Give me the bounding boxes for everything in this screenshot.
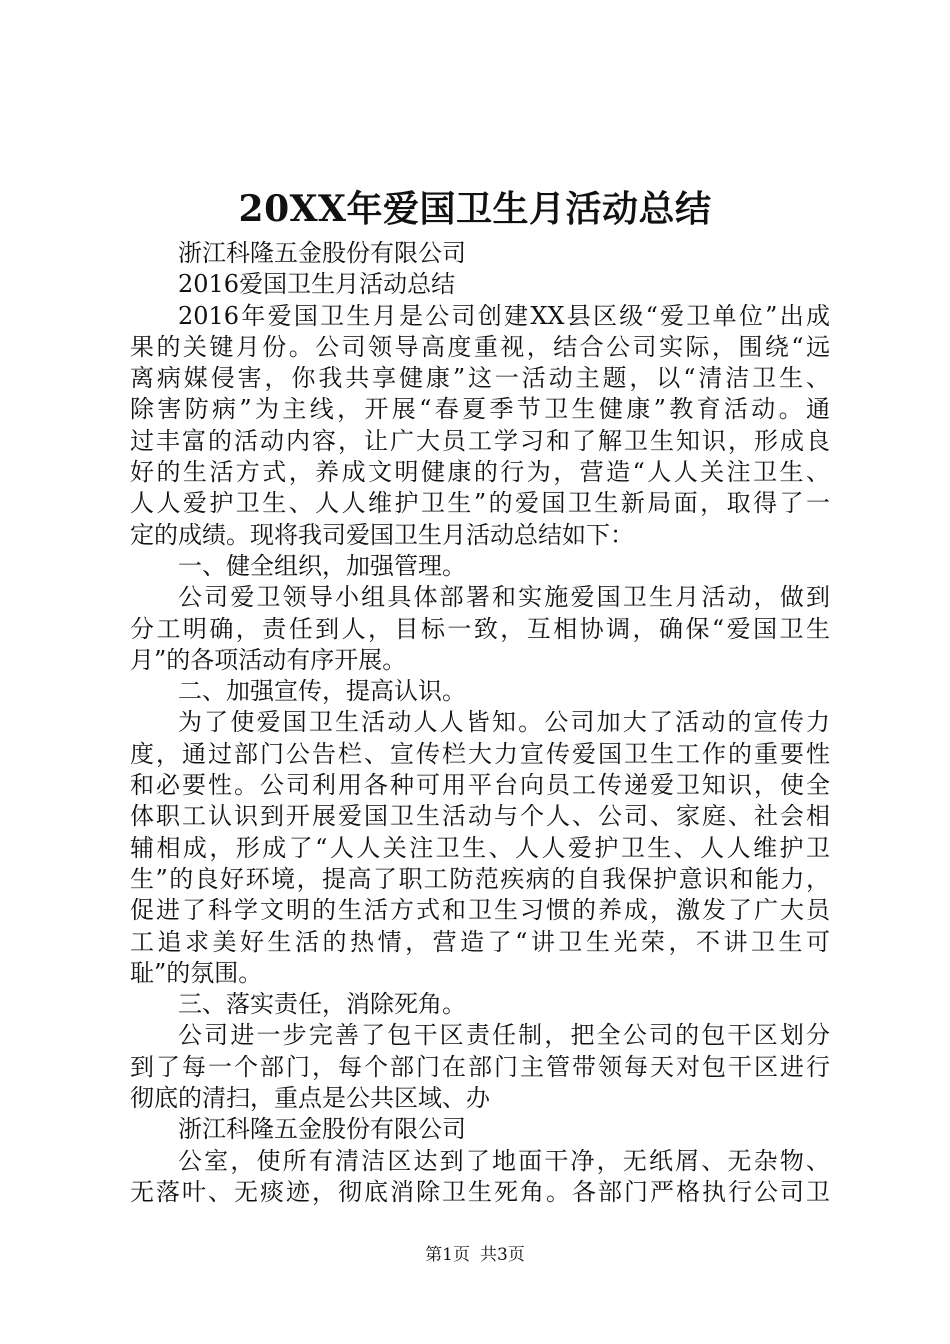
paragraph-line: 公室，使所有清洁区达到了地面干净，无纸屑、无杂物、 (178, 1146, 830, 1175)
paragraph-line: 体职工认识到开展爱国卫生活动与个人、公司、家庭、社会相 (130, 802, 830, 831)
paragraph-line: 离病媒侵害，你我共享健康”这一活动主题，以“清洁卫生、 (130, 364, 830, 393)
page-total: 共3页 (480, 1245, 525, 1265)
document-body (130, 238, 830, 1208)
paragraph-line: 度，通过部门公告栏、宣传栏大力宣传爱国卫生工作的重要性 (130, 739, 830, 768)
paragraph-line: 工追求美好生活的热情，营造了“讲卫生光荣，不讲卫生可 (130, 927, 830, 956)
paragraph-line: 过丰富的活动内容，让广大员工学习和了解卫生知识，形成良 (130, 426, 830, 455)
paragraph-line: 人人爱护卫生、人人维护卫生”的爱国卫生新局面，取得了一 (130, 489, 830, 518)
paragraph-line: 公司爱卫领导小组具体部署和实施爱国卫生月活动，做到 (178, 583, 830, 612)
paragraph-line: 为了使爱国卫生活动人人皆知。公司加大了活动的宣传力 (178, 708, 830, 737)
page-footer (0, 1244, 950, 1266)
paragraph-line: 月”的各项活动有序开展。 (130, 645, 407, 674)
company-name-line: 浙江科隆五金股份有限公司 (178, 239, 466, 267)
paragraph-line: 2016年爱国卫生月是公司创建XX县区级“爱卫单位”出成 (178, 301, 830, 330)
section-heading: 三、落实责任，消除死角。 (178, 990, 466, 1019)
paragraph-line: 好的生活方式，养成文明健康的行为，营造“人人关注卫生、 (130, 458, 830, 487)
section-heading: 一、健全组织，加强管理。 (178, 551, 466, 580)
paragraph-line: 生”的良好环境，提高了职工防范疾病的自我保护意识和能力， (130, 864, 830, 893)
paragraph-line: 促进了科学文明的生活方式和卫生习惯的养成，激发了广大员 (130, 896, 830, 925)
paragraph-line: 彻底的清扫，重点是公共区域、办 (130, 1084, 490, 1113)
paragraph-line: 和必要性。公司利用各种可用平台向员工传递爱卫知识，使全 (130, 771, 830, 800)
paragraph-line: 定的成绩。现将我司爱国卫生月活动总结如下： (130, 520, 634, 549)
paragraph-line: 到了每一个部门，每个部门在部门主管带领每天对包干区进行 (130, 1052, 830, 1081)
document-title: 20XX年爱国卫生月活动总结 (238, 188, 712, 230)
paragraph-line: 公司进一步完善了包干区责任制，把全公司的包干区划分 (178, 1021, 830, 1050)
paragraph-line: 果的关键月份。公司领导高度重视，结合公司实际，围绕“远 (130, 332, 830, 361)
paragraph-line: 耻”的氛围。 (130, 958, 263, 987)
page-number: 第1页 (425, 1245, 470, 1265)
subtitle-line: 2016爱国卫生月活动总结 (178, 270, 456, 299)
paragraph-line: 辅相成，形成了“人人关注卫生、人人爱护卫生、人人维护卫 (130, 833, 830, 862)
section-heading: 二、加强宣传，提高认识。 (178, 677, 466, 706)
paragraph-line: 除害防病”为主线，开展“春夏季节卫生健康”教育活动。通 (130, 395, 830, 424)
company-name-line: 浙江科隆五金股份有限公司 (178, 1115, 466, 1144)
paragraph-line: 分工明确，责任到人，目标一致，互相协调，确保“爱国卫生 (130, 614, 830, 643)
paragraph-line: 无落叶、无痰迹，彻底消除卫生死角。各部门严格执行公司卫 (130, 1177, 830, 1206)
